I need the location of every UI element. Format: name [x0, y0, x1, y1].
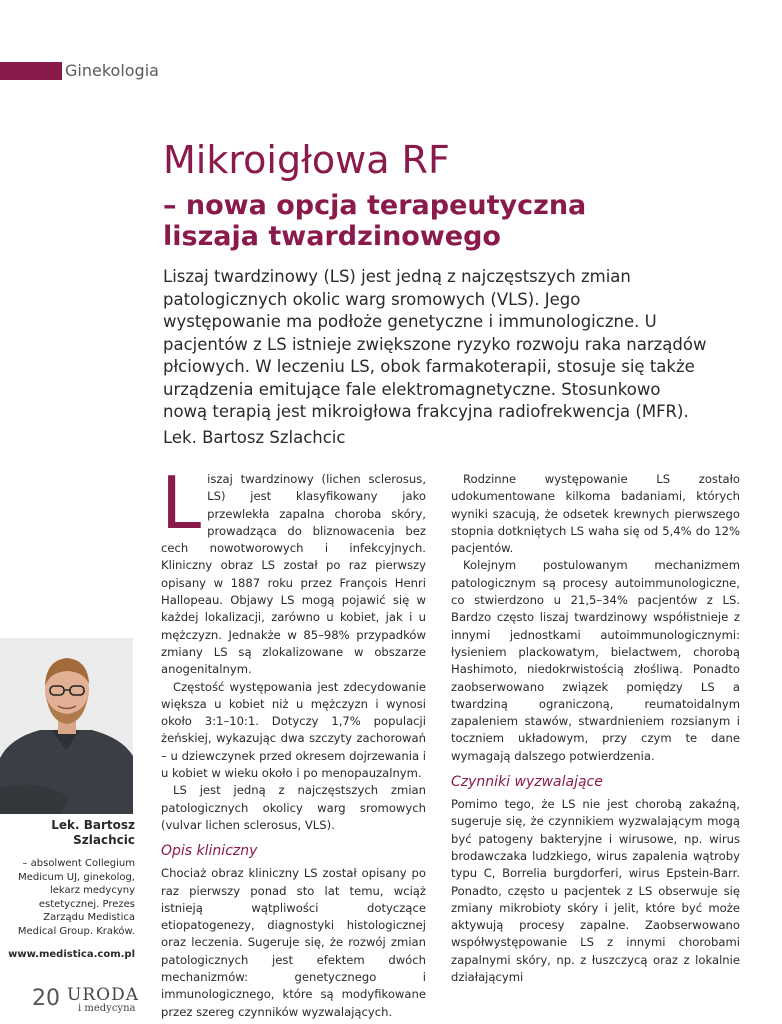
magazine-logo: URODA: [67, 985, 139, 1005]
article-title: Mikroigłowa RF: [163, 138, 450, 182]
lead-line: patologicznych okolic warg sromowych (VLS). Jego: [163, 289, 581, 309]
drop-cap: L: [161, 461, 202, 545]
paragraph: LS jest jedną z najczęstszych zmian patologicznych okolicy warg sromowych (vulvar lichen sclerosus, VLS).: [161, 783, 426, 832]
lead-line: Liszaj twardzinowy (LS) jest jedną z najczęstszych zmian: [163, 267, 631, 286]
caption-description: [0, 857, 135, 938]
section-heading: Czynniki wyzwalające: [451, 774, 603, 791]
text-column-1: [161, 461, 426, 1021]
caption-name-line: Lek. Bartosz: [51, 818, 135, 832]
caption-desc-line: – absolwent Collegium: [22, 858, 135, 869]
lead-line: płciowych. W leczeniu LS, obok farmakoterapii, stosuje się także: [163, 357, 695, 376]
subtitle-line: liszaja twardzinowego: [163, 221, 501, 252]
caption-name: [0, 818, 135, 848]
caption-website-link[interactable]: www.medistica.com.pl: [8, 949, 135, 960]
paragraph: Kolejnym postulowanym mechanizmem patologicznym są procesy autoimmunologiczne, co stwierdzono u 21,5–34% pacjentów z LS. Bardzo często liszaj twardzinowy współistnieje z innymi jednostkami autoimmunologicznymi: łysieniem plackowatym, bielactwem, chorobą Hashimoto, niedokrwistością złośliwą. Ponadto zaobserwowano związek pomiędzy LS a twardziną ograniczoną, reumatoidalnym zapaleniem stawów, stwardnieniem rozsianym i toczniem układowym, przy czym te dane wymagają dalszego potwierdzenia.: [451, 558, 740, 763]
page-number: 20: [32, 986, 60, 1011]
paragraph: [161, 461, 426, 679]
paragraph: Rodzinne występowanie LS zostało udokumentowane kilkoma badaniami, których wyniki szacują, że odsetek krewnych pierwszego stopnia dotkniętych LS waha się od 5,4% do 12% pacjentów.: [451, 472, 740, 556]
author-portrait-image: [0, 638, 133, 814]
paragraph-text: iszaj twardzinowy (lichen sclerosus, LS) jest klasyfikowany jako przewlekła zapalna choroba skóry, prowadząca do bliznowacenia bez cech nowotworowych i infekcyjnych. Kliniczny obraz LS został po raz pierwszy opisany w 1887 roku przez François Henri Hallopeau. Objawy LS mogą pojawić się w każdej lokalizacji, zarówno u kobiet, jak i u mężczyzn. Jednakże w 85–98% przypadków zmiany LS są zlokalizowane w obszarze anogenitalnym.: [161, 472, 426, 677]
magazine-logo-subtitle: i medycyna: [78, 1003, 136, 1014]
caption-desc-line: Medicum UJ, ginekolog,: [18, 871, 135, 883]
text-column-2: [451, 471, 740, 986]
caption-desc-line: Zarządu Medistica: [43, 912, 135, 923]
article-subtitle: [163, 190, 586, 252]
author-photo: [0, 638, 133, 814]
author-caption: [0, 818, 135, 962]
lead-line: urządzenia emitujące fale elektromagnetyczne. Stosunkowo: [163, 379, 661, 399]
article-lead: [163, 266, 743, 424]
paragraph: Częstość występowania jest zdecydowanie większa u kobiet niż u mężczyzn i wynosi około 3:1–10:1. Dotyczy 1,7% populacji żeńskiej, wykazując dwa szczyty zachorowań – u dziewczynek przed okresem dojrzewania i u kobiet w wieku około i po menopauzalnym.: [161, 679, 426, 781]
lead-line: występowanie ma podłoże genetyczne i immunologiczne. U: [163, 312, 657, 331]
caption-desc-line: lekarz medycyny: [49, 885, 135, 896]
lead-line: nową terapią jest mikroigłowa frakcyjna radiofrekwencja (MFR).: [163, 402, 689, 421]
section-color-bar: [0, 62, 62, 80]
lead-line: pacjentów z LS istnieje zwiększone ryzyko rozwoju raka narządów: [163, 334, 707, 354]
paragraph: Pomimo tego, że LS nie jest chorobą zakaźną, sugeruje się, że czynnikiem wyzwalającym mogą być patogeny bakteryjne i wirusowe, np. wirus brodawczaka ludzkiego, wirus zapalenia wątroby typu C, Borrelia burgdorferi, wirus Epstein-Barr. Ponadto, często u pacjentek z LS obserwuje się zmiany mikrobioty skóry i jelit, które być może aktywują procesy zapalne. Zaobserwowano współwystępowanie LS z innymi chorobami zapalnymi skóry, np. z łuszczycą oraz z lokalnie działającymi: [451, 797, 740, 985]
caption-desc-line: Medical Group. Kraków.: [17, 925, 135, 937]
caption-name-line: Szlachcic: [73, 833, 135, 847]
article-author: Lek. Bartosz Szlachcic: [163, 428, 346, 447]
caption-desc-line: estetycznej. Prezes: [38, 898, 135, 910]
paragraph: Chociaż obraz kliniczny LS został opisany po raz pierwszy ponad sto lat temu, wciąż istnieją wątpliwości dotyczące etiopatogenezy, diagnostyki histologicznej oraz leczenia. Sugeruje się, że rozwój zmian patologicznych jest efektem dwóch mechanizmów: genetycznego i immunologicznego, które są modyfikowane przez szereg czynników wyzwalających.: [161, 866, 426, 1019]
section-heading: Opis kliniczny: [161, 843, 258, 860]
subtitle-line: – nowa opcja terapeutyczna: [163, 190, 587, 221]
section-label: Ginekologia: [65, 61, 159, 80]
